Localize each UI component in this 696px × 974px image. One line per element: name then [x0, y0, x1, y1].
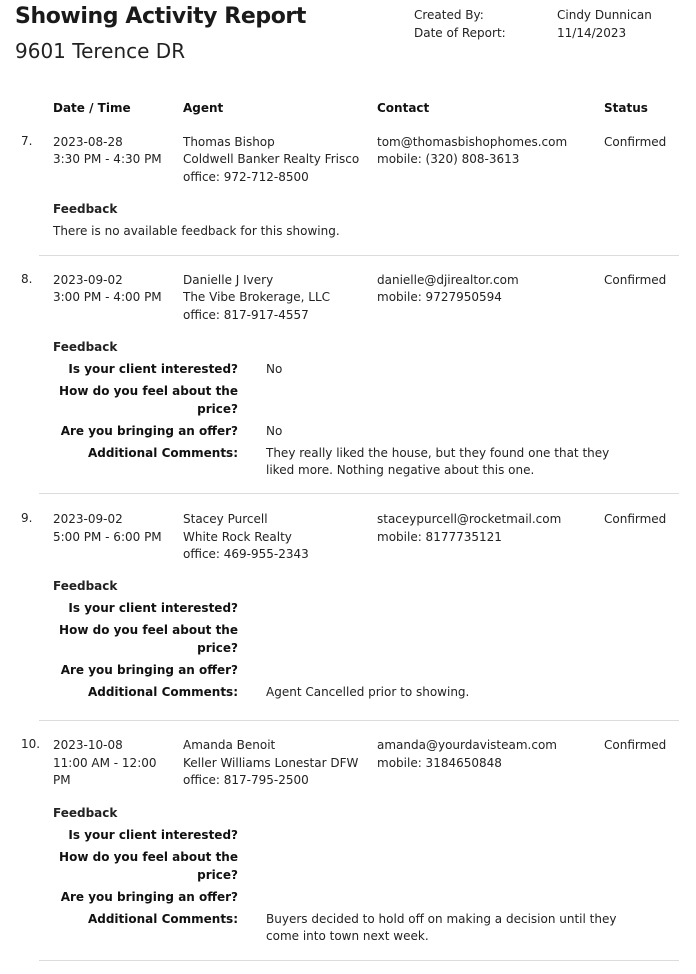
answer-comments-line2: liked more. Nothing negative about this one. — [266, 463, 535, 477]
question-bringing-offer: Are you bringing an offer? — [60, 890, 238, 904]
question-bringing-offer: Are you bringing an offer? — [60, 424, 238, 438]
contact-email: amanda@yourdavisteam.com — [377, 738, 557, 752]
answer-comments-line2: come into town next week. — [266, 929, 429, 943]
contact-email: tom@thomasbishophomes.com — [377, 135, 568, 149]
question-additional-comments: Additional Comments: — [87, 912, 238, 926]
question-additional-comments: Additional Comments: — [87, 685, 238, 699]
agent-name: Amanda Benoit — [183, 738, 276, 752]
showing-date: 2023-09-02 — [53, 273, 123, 287]
column-header-contact: Contact — [377, 101, 430, 115]
question-bringing-offer: Are you bringing an offer? — [60, 663, 238, 677]
showing-number: 9. — [21, 511, 33, 525]
question-price-line1: How do you feel about the — [59, 623, 238, 637]
feedback-heading: Feedback — [53, 806, 118, 820]
feedback-heading: Feedback — [53, 340, 118, 354]
divider — [39, 960, 679, 961]
question-price-line1: How do you feel about the — [59, 850, 238, 864]
created-by-label: Created By: — [414, 8, 484, 22]
showing-date: 2023-10-08 — [53, 738, 123, 752]
date-of-report-label: Date of Report: — [414, 26, 506, 40]
question-price-line2: price? — [197, 641, 238, 655]
divider — [39, 720, 679, 721]
showing-status: Confirmed — [604, 512, 667, 526]
showing-time: 3:30 PM - 4:30 PM — [53, 152, 162, 166]
no-feedback-text: There is no available feedback for this showing. — [53, 224, 340, 238]
contact-mobile: mobile: (320) 808-3613 — [377, 152, 520, 166]
contact-email: staceypurcell@rocketmail.com — [377, 512, 562, 526]
divider — [39, 255, 679, 256]
question-price-line2: price? — [197, 868, 238, 882]
question-client-interested: Is your client interested? — [68, 362, 238, 376]
column-header-agent: Agent — [183, 101, 224, 115]
question-price-line1: How do you feel about the — [59, 384, 238, 398]
agent-office-phone: office: 972-712-8500 — [183, 170, 309, 184]
column-header-date-time: Date / Time — [53, 101, 131, 115]
agent-brokerage: Coldwell Banker Realty Frisco — [183, 152, 360, 166]
showing-status: Confirmed — [604, 738, 667, 752]
contact-email: danielle@djirealtor.com — [377, 273, 519, 287]
property-address: 9601 Terence DR — [15, 39, 186, 63]
agent-name: Thomas Bishop — [183, 135, 275, 149]
question-client-interested: Is your client interested? — [68, 601, 238, 615]
divider — [39, 493, 679, 494]
contact-mobile: mobile: 3184650848 — [377, 756, 502, 770]
showing-number: 10. — [21, 737, 41, 751]
question-additional-comments: Additional Comments: — [87, 446, 238, 460]
showing-time: 5:00 PM - 6:00 PM — [53, 530, 162, 544]
report-title: Showing Activity Report — [15, 4, 306, 29]
agent-office-phone: office: 817-917-4557 — [183, 308, 309, 322]
feedback-heading: Feedback — [53, 202, 118, 216]
question-price-line2: price? — [197, 402, 238, 416]
answer-bringing-offer: No — [266, 424, 283, 438]
showing-number: 8. — [21, 272, 33, 286]
agent-brokerage: The Vibe Brokerage, LLC — [183, 290, 331, 304]
agent-office-phone: office: 817-795-2500 — [183, 773, 309, 787]
showing-number: 7. — [21, 134, 33, 148]
contact-mobile: mobile: 9727950594 — [377, 290, 502, 304]
showing-status: Confirmed — [604, 273, 667, 287]
answer-client-interested: No — [266, 362, 283, 376]
answer-comments-line1: Buyers decided to hold off on making a decision until they — [266, 912, 617, 926]
showing-status: Confirmed — [604, 135, 667, 149]
contact-mobile: mobile: 8177735121 — [377, 530, 502, 544]
agent-brokerage: Keller Williams Lonestar DFW — [183, 756, 359, 770]
question-client-interested: Is your client interested? — [68, 828, 238, 842]
agent-office-phone: office: 469-955-2343 — [183, 547, 309, 561]
agent-name: Danielle J Ivery — [183, 273, 274, 287]
date-of-report-value: 11/14/2023 — [557, 26, 627, 40]
answer-comments-line1: They really liked the house, but they found one that they — [266, 446, 610, 460]
showing-date: 2023-08-28 — [53, 135, 123, 149]
column-header-status: Status — [604, 101, 648, 115]
showing-time: 11:00 AM - 12:00 — [53, 756, 157, 770]
agent-name: Stacey Purcell — [183, 512, 268, 526]
agent-brokerage: White Rock Realty — [183, 530, 292, 544]
answer-comments-line1: Agent Cancelled prior to showing. — [266, 685, 470, 699]
feedback-heading: Feedback — [53, 579, 118, 593]
showing-time: 3:00 PM - 4:00 PM — [53, 290, 162, 304]
showing-time-continued: PM — [53, 773, 71, 787]
created-by-value: Cindy Dunnican — [557, 8, 652, 22]
showing-date: 2023-09-02 — [53, 512, 123, 526]
